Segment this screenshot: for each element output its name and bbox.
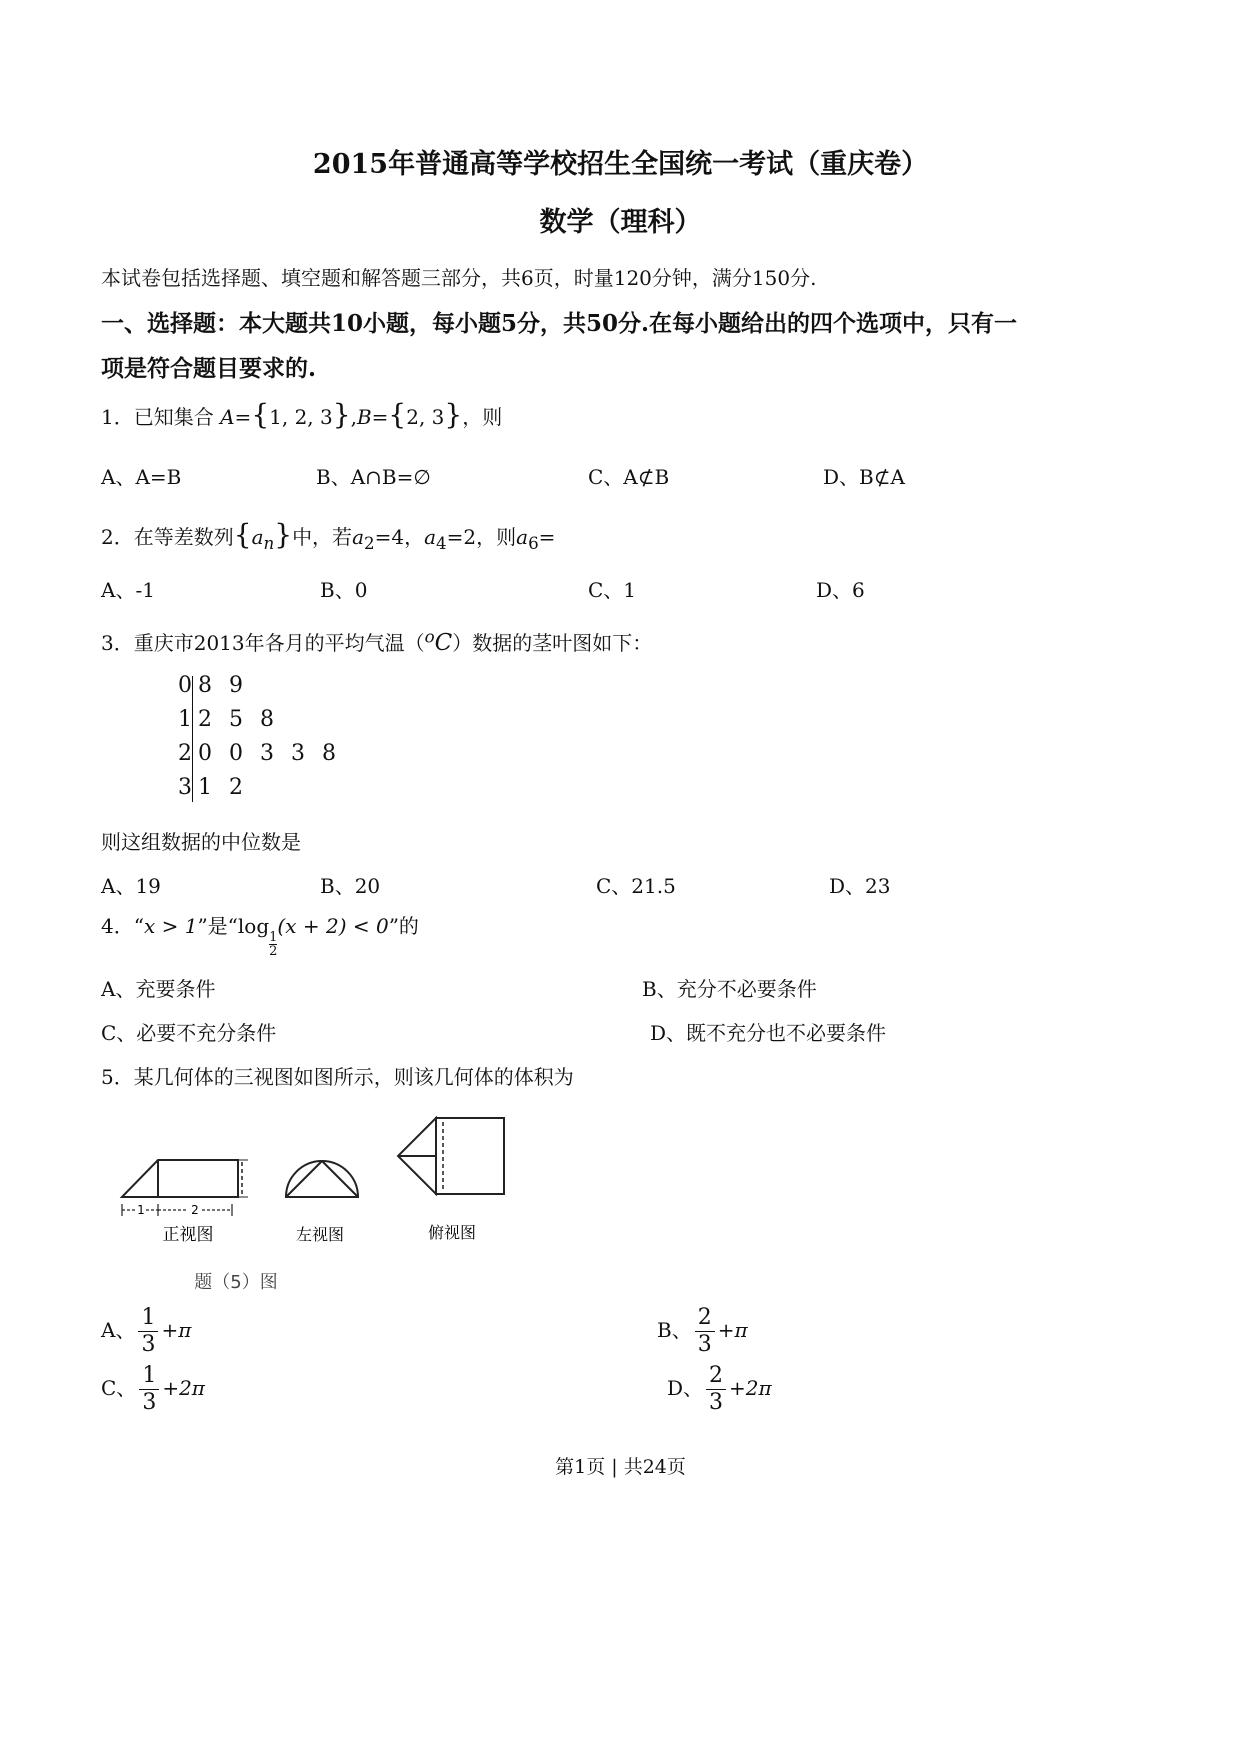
- exam-subtitle: 数学（理科）: [539, 207, 702, 238]
- q4-option-c: C、必要不充分条件: [101, 1021, 277, 1045]
- q5-option-b-fraction: [695, 1305, 715, 1358]
- q2-a6-sub: 6: [528, 534, 539, 553]
- stem-value: 1: [178, 707, 192, 732]
- q4-option-a: A、充要条件: [101, 977, 216, 1001]
- q1-prefix: 1．已知集合: [101, 405, 214, 429]
- q4-option-b: B、充分不必要条件: [642, 977, 817, 1001]
- q2-option-d: D、6: [816, 578, 865, 602]
- q5-option-b: [657, 1305, 748, 1358]
- q3-text-after: ）数据的茎叶图如下：: [452, 631, 653, 655]
- q3-text-before: 3．重庆市2013年各月的平均气温（: [101, 631, 425, 655]
- intro-text: 本试卷包括选择题、填空题和解答题三部分，共6页，时量120分钟，满分150分.: [101, 266, 817, 290]
- q1-option-d: D、B⊄A: [823, 465, 905, 489]
- dim-2-label: 2: [191, 1203, 199, 1217]
- q3-option-b: B、20: [320, 874, 381, 898]
- figure-caption: 题（5）图: [194, 1272, 278, 1293]
- q1-eq-b: =: [371, 405, 389, 429]
- leaf-value: 9: [229, 673, 243, 698]
- fraction-denominator: 3: [141, 1332, 156, 1357]
- q1-suffix: ，则: [462, 405, 503, 429]
- brace-open: {: [233, 518, 252, 551]
- page-footer: 第1页 | 共24页: [555, 1456, 686, 1478]
- q1-option-a: A、A=B: [101, 465, 182, 489]
- q3-option-a: A、19: [101, 874, 161, 898]
- q3-option-d: D、23: [829, 874, 891, 898]
- leaf-value: 3: [291, 741, 305, 766]
- fraction-denominator: 3: [697, 1332, 712, 1357]
- q3-question: 则这组数据的中位数是: [101, 830, 301, 854]
- q5-option-c-rest: +2π: [162, 1376, 205, 1400]
- q5-option-d-fraction: [706, 1363, 726, 1416]
- q2-a2: a: [352, 525, 364, 549]
- q3-unit: C: [434, 630, 453, 656]
- leaf-value: 2: [229, 775, 243, 800]
- q4-base-num: 1: [269, 930, 278, 945]
- q5-option-d-rest: +2π: [729, 1376, 772, 1400]
- leaf-value: 8: [260, 707, 274, 732]
- q5-option-a: [101, 1305, 191, 1358]
- q2-a2-sub: 2: [364, 534, 375, 553]
- leaf-value: 8: [198, 673, 212, 698]
- q5-option-c-label: C、: [101, 1376, 137, 1400]
- q4-prefix: 4．“: [101, 914, 144, 938]
- stem-value: 0: [178, 673, 192, 698]
- q2-option-a: A、-1: [101, 578, 155, 602]
- q4-suffix: ”的: [388, 914, 419, 938]
- q5-option-a-label: A、: [101, 1318, 136, 1342]
- leaf-value: 0: [198, 741, 212, 766]
- q2-a4-val: =2，则: [446, 525, 517, 549]
- q4-base-den: 2: [269, 944, 278, 959]
- q5-option-c: [101, 1363, 205, 1416]
- q2-mid: 中，若: [292, 525, 353, 549]
- q2-a6: a: [516, 525, 529, 549]
- dim-1-label: 1: [137, 1203, 145, 1217]
- leaf-value: 1: [198, 775, 212, 800]
- three-view-figure: [110, 1100, 550, 1300]
- brace-close: }: [274, 518, 293, 551]
- top-view-drawing: [398, 1118, 504, 1194]
- stem-leaf-plot: [178, 673, 378, 805]
- q5-option-c-fraction: [139, 1363, 159, 1416]
- q2-a2-val: =4，: [374, 525, 425, 549]
- exam-title: 2015年普通高等学校招生全国统一考试（重庆卷）: [312, 149, 929, 180]
- q1-option-b: B、A∩B=∅: [316, 465, 431, 489]
- q4-condition: x > 1: [143, 914, 198, 938]
- q1-option-c: C、A⊄B: [588, 465, 670, 489]
- leaf-value: 0: [229, 741, 243, 766]
- q2-a6-val: =: [538, 525, 556, 549]
- q5-option-d-label: D、: [667, 1376, 704, 1400]
- brace-open: {: [251, 398, 270, 431]
- fraction-numerator: 2: [706, 1363, 726, 1390]
- q1-set-a-name: A: [220, 405, 235, 429]
- q4-log: log: [237, 914, 270, 938]
- leaf-value: 5: [229, 707, 243, 732]
- q5-option-b-rest: +π: [717, 1318, 748, 1342]
- q2-a4: a: [424, 525, 437, 549]
- q4-argument: (x + 2) < 0: [277, 914, 389, 938]
- stem-value: 2: [178, 741, 192, 766]
- question-1-stem: [101, 398, 502, 431]
- leaf-value: 3: [260, 741, 274, 766]
- q5-option-a-fraction: [138, 1305, 158, 1358]
- leaf-value: 2: [198, 707, 212, 732]
- q3-degree: o: [424, 627, 435, 647]
- stem-value: 3: [178, 775, 192, 800]
- q1-set-a-values: 1, 2, 3: [269, 405, 333, 429]
- q1-eq-a: =: [234, 405, 252, 429]
- q2-prefix: 2．在等差数列: [101, 525, 234, 549]
- q2-seq-sub: n: [263, 534, 275, 553]
- q1-set-b-name: B: [356, 405, 372, 429]
- section-heading-line1: 一、选择题：本大题共10小题，每小题5分，共50分.在每小题给出的四个选项中，只有一: [101, 310, 1018, 337]
- q1-set-b-values: 2, 3: [406, 405, 445, 429]
- brace-open: {: [388, 398, 407, 431]
- q1-comma: ,: [350, 405, 357, 429]
- q4-mid: ”是“: [197, 914, 238, 938]
- question-5-stem: 5．某几何体的三视图如图所示，则该几何体的体积为: [101, 1065, 574, 1089]
- fraction-numerator: 1: [138, 1305, 158, 1332]
- question-4-stem: [101, 910, 419, 958]
- brace-close: }: [444, 398, 463, 431]
- q5-option-b-label: B、: [657, 1318, 692, 1342]
- q2-option-b: B、0: [320, 578, 368, 602]
- fraction-denominator: 3: [142, 1390, 157, 1415]
- fraction-numerator: 1: [139, 1363, 159, 1390]
- section-heading-line2: 项是符合题目要求的.: [101, 355, 317, 382]
- question-2-stem: [101, 518, 555, 553]
- top-view-label: 俯视图: [427, 1223, 477, 1242]
- question-3-stem: [101, 627, 652, 656]
- side-view-drawing: [286, 1161, 358, 1197]
- side-view-label: 左视图: [295, 1225, 345, 1244]
- q2-seq: a: [251, 525, 264, 549]
- q3-option-c: C、21.5: [596, 874, 676, 898]
- stem-divider: [192, 676, 193, 802]
- q2-option-c: C、1: [588, 578, 637, 602]
- brace-close: }: [332, 398, 351, 431]
- q2-a4-sub: 4: [436, 534, 447, 553]
- q5-option-d: [667, 1363, 772, 1416]
- fraction-numerator: 2: [695, 1305, 715, 1332]
- q4-option-d: D、既不充分也不必要条件: [650, 1021, 887, 1045]
- fraction-denominator: 3: [709, 1390, 724, 1415]
- q5-option-a-rest: +π: [161, 1318, 192, 1342]
- front-view-label: 正视图: [162, 1225, 214, 1245]
- leaf-value: 8: [322, 741, 336, 766]
